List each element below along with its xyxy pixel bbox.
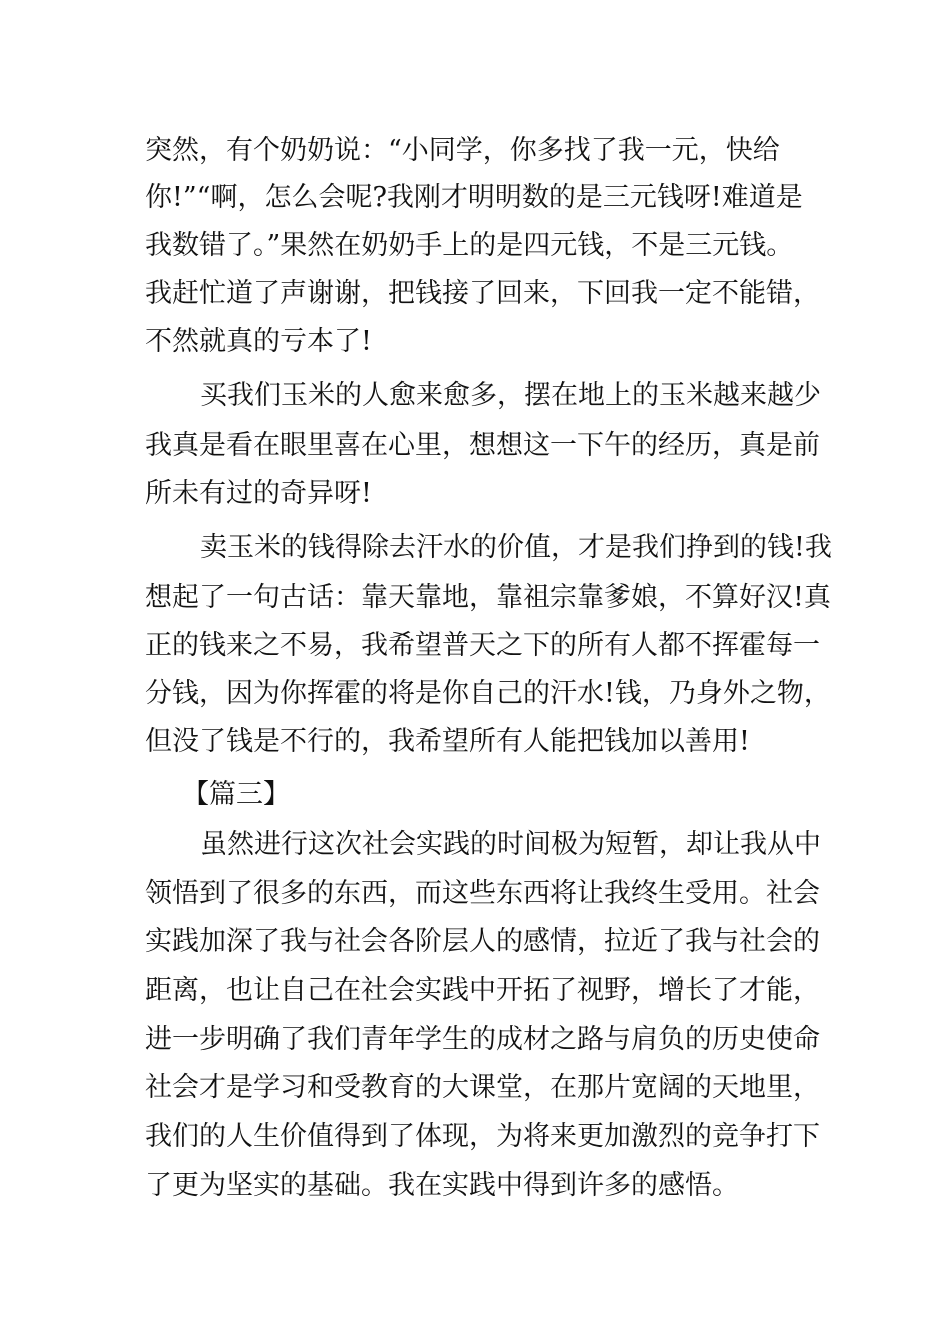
text-line: 领悟到了很多的东西，而这些东西将让我终生受用。社会 xyxy=(145,878,820,909)
text-line: 我真是看在眼里喜在心里，想想这一下午的经历，真是前 xyxy=(145,430,820,461)
text-line: 距离，也让自己在社会实践中开拓了视野，增长了才能， xyxy=(145,975,820,1006)
text-line: 进一步明确了我们青年学生的成材之路与肩负的历史使命 xyxy=(145,1024,820,1055)
text-line: 你!”“啊，怎么会呢?我刚才明明数的是三元钱呀!难道是 xyxy=(145,182,803,213)
text-line: 突然，有个奶奶说：“小同学，你多找了我一元，快给 xyxy=(145,135,780,166)
text-line: 但没了钱是不行的，我希望所有人能把钱加以善用! xyxy=(145,726,750,757)
text-line: 我数错了。”果然在奶奶手上的是四元钱，不是三元钱。 xyxy=(145,230,794,261)
paragraph-first-line: 买我们玉米的人愈来愈多，摆在地上的玉米越来越少 xyxy=(200,380,821,411)
text-line: 正的钱来之不易，我希望普天之下的所有人都不挥霍每一 xyxy=(145,630,820,661)
text-line: 了更为坚实的基础。我在实践中得到许多的感悟。 xyxy=(145,1170,739,1201)
paragraph-first-line: 虽然进行这次社会实践的时间极为短暂，却让我从中 xyxy=(200,829,821,860)
text-line: 想起了一句古话：靠天靠地，靠祖宗靠爹娘，不算好汉!真 xyxy=(145,582,831,613)
text-line: 我赶忙道了声谢谢，把钱接了回来，下回我一定不能错， xyxy=(145,278,820,309)
text-line: 实践加深了我与社会各阶层人的感情，拉近了我与社会的 xyxy=(145,926,820,957)
paragraph-first-line: 卖玉米的钱得除去汗水的价值，才是我们挣到的钱!我 xyxy=(200,532,832,563)
text-line: 所未有过的奇异呀! xyxy=(145,478,372,509)
text-line: 不然就真的亏本了! xyxy=(145,326,372,357)
text-line: 社会才是学习和受教育的大课堂，在那片宽阔的天地里， xyxy=(145,1072,820,1103)
text-line: 我们的人生价值得到了体现，为将来更加激烈的竞争打下 xyxy=(145,1121,820,1152)
text-line: 分钱，因为你挥霍的将是你自己的汗水!钱，乃身外之物， xyxy=(145,678,831,709)
section-heading: 【篇三】 xyxy=(182,779,290,810)
